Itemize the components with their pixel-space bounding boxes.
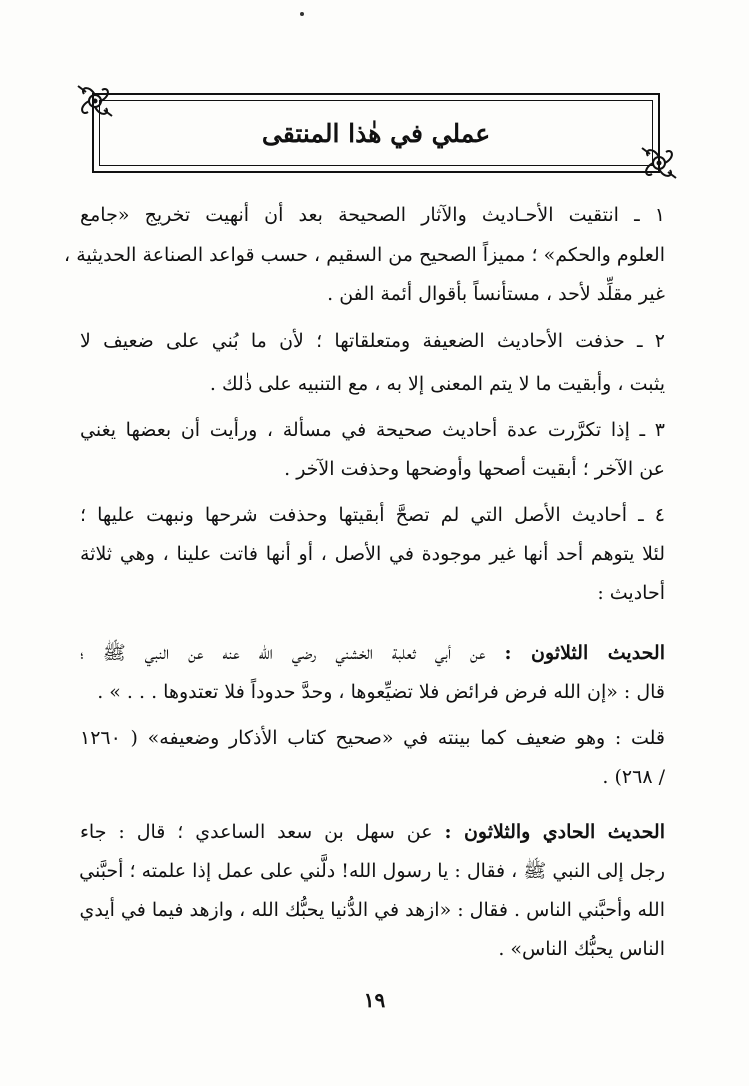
text-line: ١ ـ انتقيت الأحـاديث والآثار الصحيحة بعد أن أنهيت تخريج «جامع bbox=[80, 204, 665, 226]
hadith-heading: الحديث الثلاثون : bbox=[504, 642, 665, 664]
floral-ornament-icon bbox=[72, 78, 118, 124]
text-line bbox=[80, 644, 665, 663]
text-line: ٤ ـ أحاديث الأصل التي لم تصحَّ أبقيتها وحذفت شرحها ونبهت عليها ؛ bbox=[80, 504, 665, 526]
text-line: الله وأحبَّني الناس . فقال : «ازهد في الدُّنيا يحبُّك الله ، وازهد فيما في أيدي bbox=[79, 899, 665, 921]
hadith-text: عن أبي ثعلبة الخشني رضي الله عنه عن النبي ﷺ ؛ bbox=[80, 642, 505, 664]
title-frame-inner bbox=[99, 100, 653, 166]
text-line bbox=[80, 823, 665, 842]
text-line: العلوم والحكم» ؛ مميزاً الصحيح من السقيم ، حسب قواعد الصناعة الحديثية ، bbox=[64, 244, 665, 266]
text-line: / ٢٦٨) . bbox=[602, 766, 665, 788]
text-line: ٢ ـ حذفت الأحاديث الضعيفة ومتعلقاتها ؛ لأن ما بُني على ضعيف لا bbox=[80, 330, 665, 352]
text-line: لئلا يتوهم أحد أنها غير موجودة في الأصل ، أو أنها فاتت علينا ، وهي ثلاثة bbox=[80, 543, 665, 565]
text-line: رجل إلى النبي ﷺ ، فقال : يا رسول الله! دلَّني على عمل إذا علمته ؛ أحبَّني bbox=[79, 860, 665, 882]
text-line: قال : «إن الله فرض فرائض فلا تضيِّعوها ، وحدَّ حدوداً فلا تعتدوها . . . » . bbox=[97, 681, 665, 703]
text-line: الناس يحبُّك الناس» . bbox=[498, 938, 665, 960]
floral-ornament-icon bbox=[636, 140, 682, 186]
hadith-text: عن سهل بن سعد الساعدي ؛ قال : جاء bbox=[80, 821, 445, 843]
page-number: ١٩ bbox=[363, 988, 386, 1012]
text-line: أحاديث : bbox=[597, 582, 665, 604]
text-line: يثبت ، وأبقيت ما لا يتم المعنى إلا به ، مع التنبيه على ذٰلك . bbox=[209, 373, 665, 395]
text-line: غير مقلِّد لأحد ، مستأنساً بأقوال أئمة الفن . bbox=[327, 283, 665, 305]
text-line: ٣ ـ إذا تكرَّرت عدة أحاديث صحيحة في مسألة ، ورأيت أن بعضها يغني bbox=[80, 419, 665, 441]
hadith-heading: الحديث الحادي والثلاثون : bbox=[444, 821, 665, 843]
text-line: قلت : وهو ضعيف كما بينته في «صحيح كتاب الأذكار وضعيفه» ( ١٢٦٠ bbox=[80, 727, 665, 749]
page-title: عملي في هٰذا المنتقى bbox=[261, 118, 491, 148]
title-frame bbox=[92, 93, 660, 173]
ink-dot bbox=[300, 12, 304, 16]
text-line: عن الآخر ؛ أبقيت أصحها وأوضحها وحذفت الآخر . bbox=[284, 458, 665, 480]
